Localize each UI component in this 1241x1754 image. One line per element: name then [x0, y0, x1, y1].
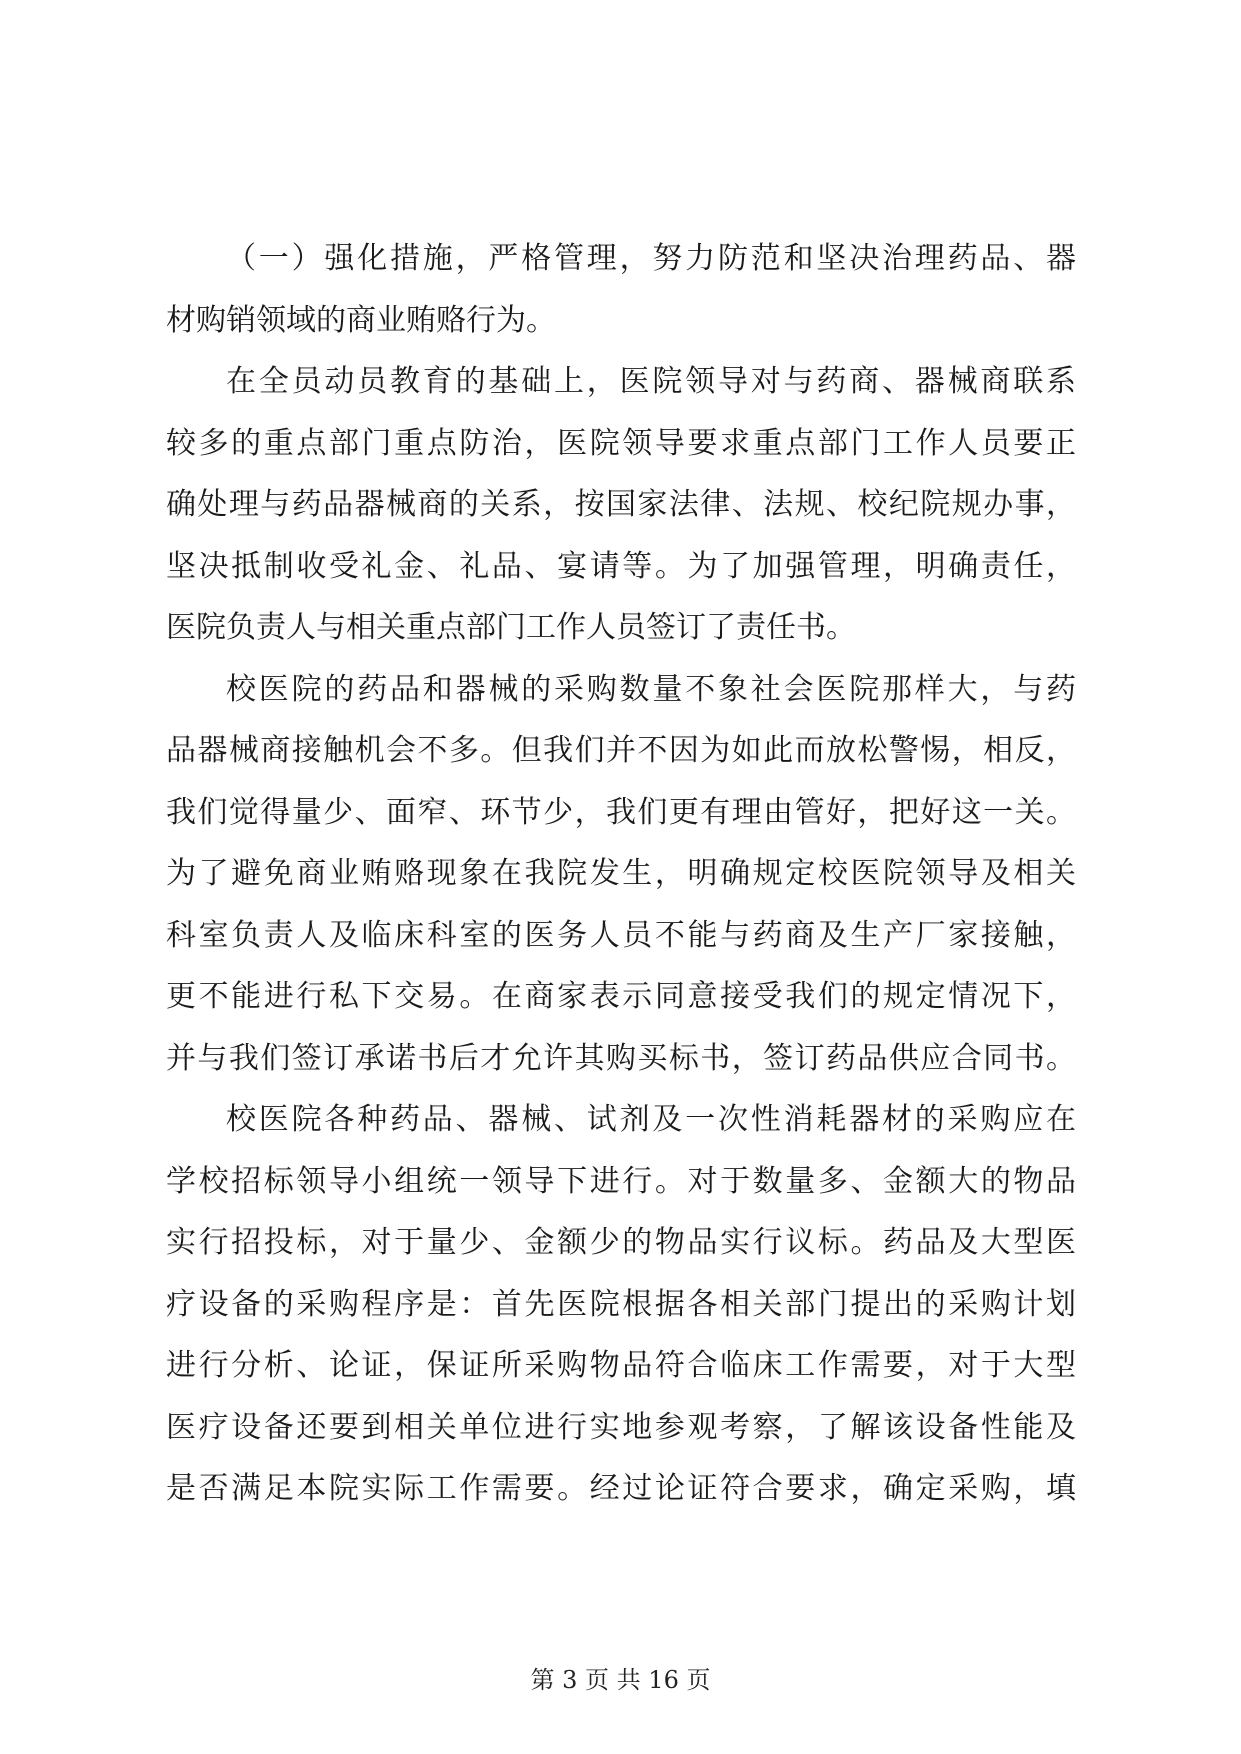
paragraph-3-line-5: 科室负责人及临床科室的医务人员不能与药商及生产厂家接触，: [166, 917, 1076, 953]
paragraph-1-line-2: 材购销领域的商业贿赂行为。: [166, 302, 556, 338]
paragraph-2-line-4: 坚决抵制收受礼金、礼品、宴请等。为了加强管理，明确责任，: [166, 548, 1076, 584]
paragraph-2-line-3: 确处理与药品器械商的关系，按国家法律、法规、校纪院规办事，: [166, 487, 1076, 522]
paragraph-1-line-1: （一）强化措施，严格管理，努力防范和坚决治理药品、器: [226, 241, 1076, 276]
paragraph-3-line-6: 更不能进行私下交易。在商家表示同意接受我们的规定情况下，: [166, 979, 1076, 1014]
paragraph-3-line-3: 我们觉得量少、面窄、环节少，我们更有理由管好，把好这一关。: [166, 794, 1076, 830]
paragraph-2-line-1: 在全员动员教育的基础上，医院领导对与药商、器械商联系: [226, 364, 1076, 399]
paragraph-3-line-7: 并与我们签订承诺书后才允许其购买标书，签订药品供应合同书。: [166, 1040, 1076, 1076]
paragraph-3-line-2: 品器械商接触机会不多。但我们并不因为如此而放松警惕，相反，: [166, 733, 1076, 768]
document-body: [166, 228, 1076, 1520]
paragraph-3-line-1: 校医院的药品和器械的采购数量不象社会医院那样大，与药: [226, 671, 1076, 707]
paragraph-2-line-2: 较多的重点部门重点防治，医院领导要求重点部门工作人员要正: [166, 425, 1076, 461]
paragraph-4-line-4: 疗设备的采购程序是：首先医院根据各相关部门提出的采购计划: [166, 1286, 1076, 1322]
paragraph-4-line-5: 进行分析、论证，保证所采购物品符合临床工作需要，对于大型: [166, 1348, 1076, 1383]
paragraph-2-line-5: 医院负责人与相关重点部门工作人员签订了责任书。: [166, 610, 856, 645]
page-number-footer: 第 3 页 共 16 页: [530, 1666, 711, 1694]
paragraph-4-line-1: 校医院各种药品、器械、试剂及一次性消耗器材的采购应在: [226, 1102, 1076, 1137]
paragraph-4-line-3: 实行招投标，对于量少、金额少的物品实行议标。药品及大型医: [166, 1225, 1076, 1260]
paragraph-4-line-7: 是否满足本院实际工作需要。经过论证符合要求，确定采购，填: [166, 1471, 1076, 1506]
paragraph-4-line-2: 学校招标领导小组统一领导下进行。对于数量多、金额大的物品: [166, 1163, 1076, 1199]
paragraph-4-line-6: 医疗设备还要到相关单位进行实地参观考察，了解该设备性能及: [166, 1409, 1076, 1445]
paragraph-3-line-4: 为了避免商业贿赂现象在我院发生，明确规定校医院领导及相关: [166, 856, 1076, 891]
